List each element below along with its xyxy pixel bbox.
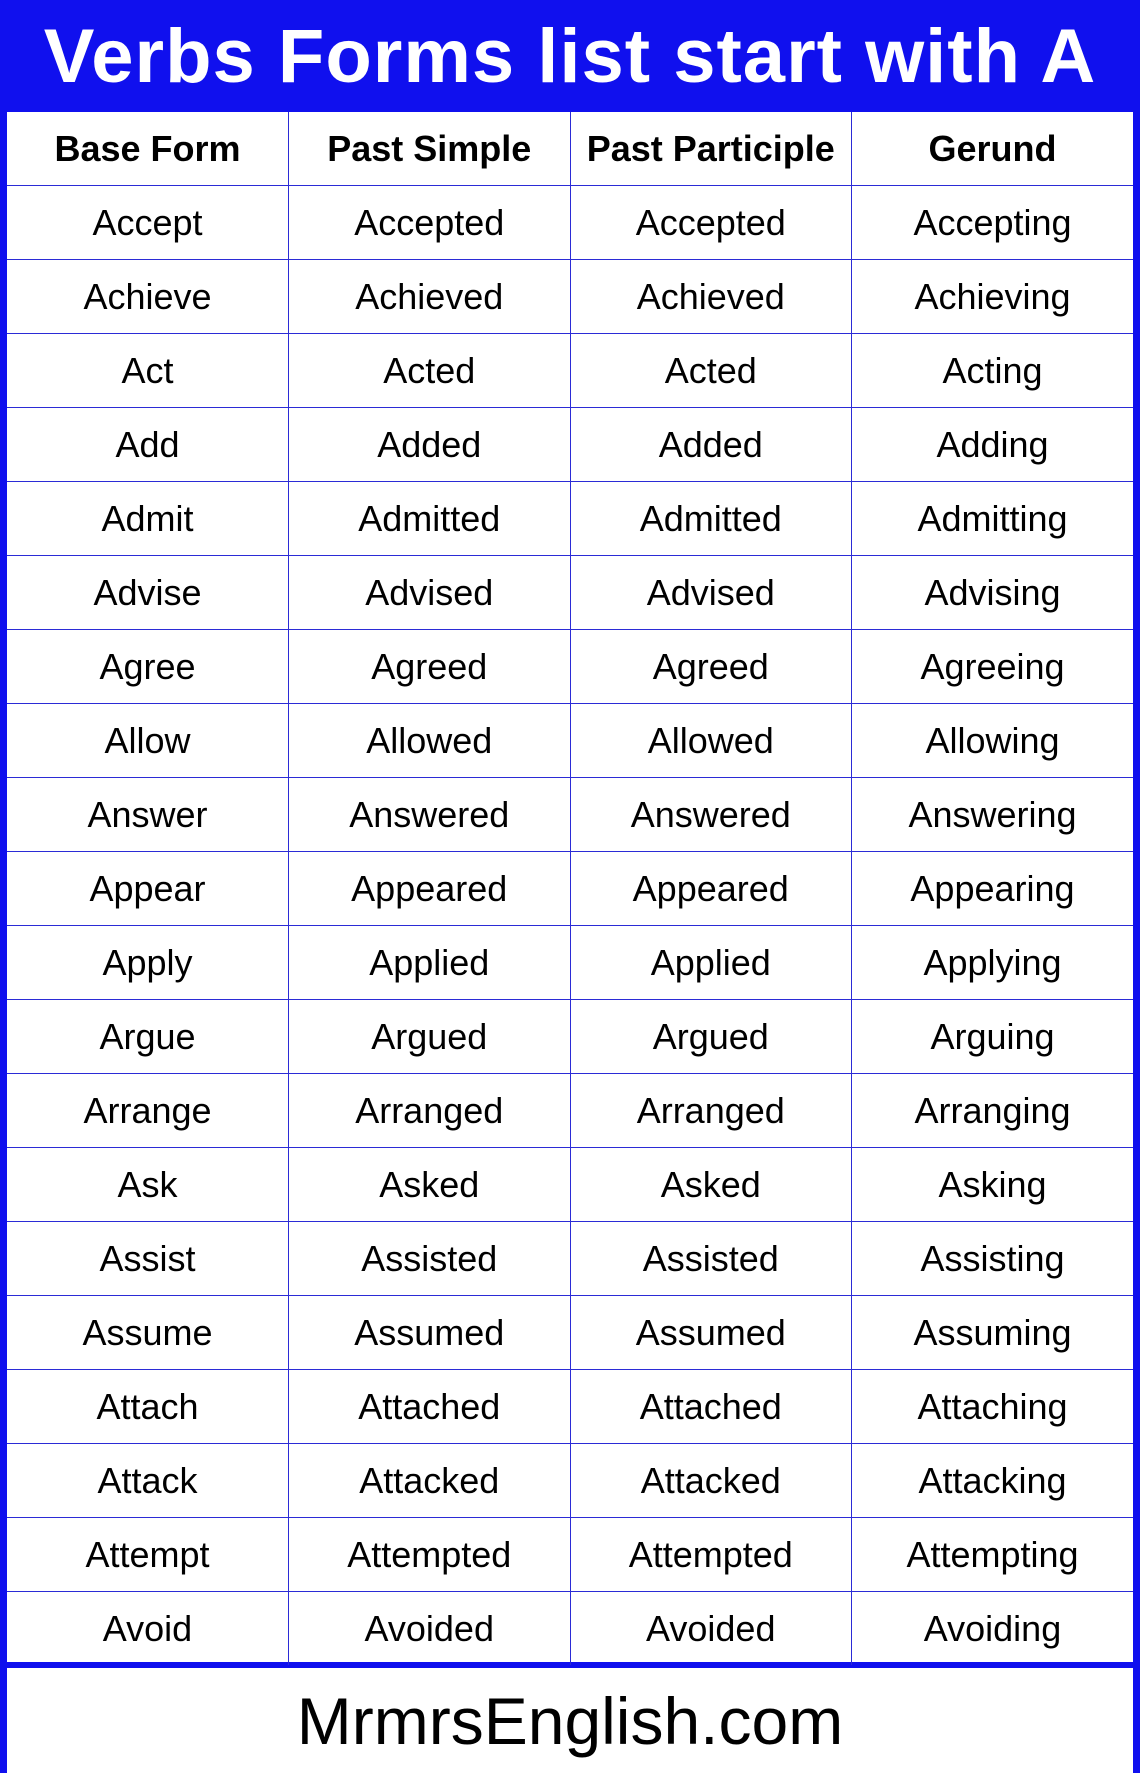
past-simple-cell: Allowed <box>289 704 571 778</box>
past-participle-cell: Assisted <box>570 1222 852 1296</box>
past-simple-cell: Added <box>289 408 571 482</box>
page-title: Verbs Forms list start with A <box>43 13 1097 99</box>
past-simple-cell: Achieved <box>289 260 571 334</box>
table-row <box>7 852 1133 926</box>
base-form-cell: Add <box>7 408 289 482</box>
gerund-cell: Asking <box>852 1148 1134 1222</box>
past-participle-cell: Appeared <box>570 852 852 926</box>
gerund-cell: Arranging <box>852 1074 1134 1148</box>
website-footer: MrmrsEnglish.com <box>7 1668 1133 1773</box>
past-participle-cell: Assumed <box>570 1296 852 1370</box>
base-form-cell: Advise <box>7 556 289 630</box>
past-simple-cell: Advised <box>289 556 571 630</box>
past-simple-cell: Agreed <box>289 630 571 704</box>
table-row <box>7 1222 1133 1296</box>
past-participle-cell: Arranged <box>570 1074 852 1148</box>
table-row <box>7 1370 1133 1444</box>
past-participle-cell: Asked <box>570 1148 852 1222</box>
table-row <box>7 778 1133 852</box>
gerund-cell: Assuming <box>852 1296 1134 1370</box>
past-simple-cell: Arranged <box>289 1074 571 1148</box>
table-body <box>7 186 1133 1666</box>
gerund-cell: Applying <box>852 926 1134 1000</box>
base-form-cell: Argue <box>7 1000 289 1074</box>
base-form-cell: Attempt <box>7 1518 289 1592</box>
base-form-cell: Agree <box>7 630 289 704</box>
column-header-past-participle: Past Participle <box>570 112 852 186</box>
past-simple-cell: Acted <box>289 334 571 408</box>
verb-forms-table <box>7 112 1133 1665</box>
past-simple-cell: Admitted <box>289 482 571 556</box>
table-row <box>7 1296 1133 1370</box>
gerund-cell: Allowing <box>852 704 1134 778</box>
base-form-cell: Ask <box>7 1148 289 1222</box>
past-simple-cell: Applied <box>289 926 571 1000</box>
past-participle-cell: Achieved <box>570 260 852 334</box>
base-form-cell: Avoid <box>7 1592 289 1666</box>
column-header-gerund: Gerund <box>852 112 1134 186</box>
past-participle-cell: Added <box>570 408 852 482</box>
base-form-cell: Arrange <box>7 1074 289 1148</box>
column-header-past-simple: Past Simple <box>289 112 571 186</box>
base-form-cell: Assist <box>7 1222 289 1296</box>
table-row <box>7 704 1133 778</box>
base-form-cell: Act <box>7 334 289 408</box>
past-participle-cell: Acted <box>570 334 852 408</box>
past-participle-cell: Answered <box>570 778 852 852</box>
table-row <box>7 630 1133 704</box>
past-simple-cell: Accepted <box>289 186 571 260</box>
past-participle-cell: Argued <box>570 1000 852 1074</box>
past-participle-cell: Accepted <box>570 186 852 260</box>
base-form-cell: Assume <box>7 1296 289 1370</box>
past-participle-cell: Attached <box>570 1370 852 1444</box>
table-row <box>7 926 1133 1000</box>
table-row <box>7 1592 1133 1666</box>
table-row <box>7 334 1133 408</box>
base-form-cell: Admit <box>7 482 289 556</box>
past-participle-cell: Allowed <box>570 704 852 778</box>
gerund-cell: Attaching <box>852 1370 1134 1444</box>
gerund-cell: Avoiding <box>852 1592 1134 1666</box>
column-header-base-form: Base Form <box>7 112 289 186</box>
gerund-cell: Answering <box>852 778 1134 852</box>
table-row <box>7 482 1133 556</box>
past-simple-cell: Argued <box>289 1000 571 1074</box>
past-participle-cell: Attempted <box>570 1518 852 1592</box>
past-simple-cell: Asked <box>289 1148 571 1222</box>
base-form-cell: Attack <box>7 1444 289 1518</box>
past-simple-cell: Attempted <box>289 1518 571 1592</box>
table-row <box>7 1074 1133 1148</box>
past-simple-cell: Attacked <box>289 1444 571 1518</box>
base-form-cell: Attach <box>7 1370 289 1444</box>
table-row <box>7 408 1133 482</box>
base-form-cell: Answer <box>7 778 289 852</box>
gerund-cell: Admitting <box>852 482 1134 556</box>
past-participle-cell: Applied <box>570 926 852 1000</box>
past-participle-cell: Agreed <box>570 630 852 704</box>
gerund-cell: Appearing <box>852 852 1134 926</box>
gerund-cell: Arguing <box>852 1000 1134 1074</box>
gerund-cell: Assisting <box>852 1222 1134 1296</box>
verb-forms-table-container <box>7 112 1133 1662</box>
past-simple-cell: Assisted <box>289 1222 571 1296</box>
gerund-cell: Accepting <box>852 186 1134 260</box>
gerund-cell: Attempting <box>852 1518 1134 1592</box>
past-simple-cell: Attached <box>289 1370 571 1444</box>
gerund-cell: Agreeing <box>852 630 1134 704</box>
gerund-cell: Acting <box>852 334 1134 408</box>
table-row <box>7 1444 1133 1518</box>
table-header-row <box>7 112 1133 186</box>
past-participle-cell: Admitted <box>570 482 852 556</box>
gerund-cell: Adding <box>852 408 1134 482</box>
table-row <box>7 260 1133 334</box>
base-form-cell: Appear <box>7 852 289 926</box>
past-participle-cell: Attacked <box>570 1444 852 1518</box>
base-form-cell: Accept <box>7 186 289 260</box>
past-simple-cell: Assumed <box>289 1296 571 1370</box>
table-row <box>7 1148 1133 1222</box>
past-simple-cell: Avoided <box>289 1592 571 1666</box>
past-simple-cell: Appeared <box>289 852 571 926</box>
base-form-cell: Apply <box>7 926 289 1000</box>
table-row <box>7 1000 1133 1074</box>
past-simple-cell: Answered <box>289 778 571 852</box>
table-row <box>7 1518 1133 1592</box>
base-form-cell: Allow <box>7 704 289 778</box>
past-participle-cell: Advised <box>570 556 852 630</box>
table-row <box>7 556 1133 630</box>
past-participle-cell: Avoided <box>570 1592 852 1666</box>
table-row <box>7 186 1133 260</box>
gerund-cell: Advising <box>852 556 1134 630</box>
gerund-cell: Attacking <box>852 1444 1134 1518</box>
gerund-cell: Achieving <box>852 260 1134 334</box>
base-form-cell: Achieve <box>7 260 289 334</box>
